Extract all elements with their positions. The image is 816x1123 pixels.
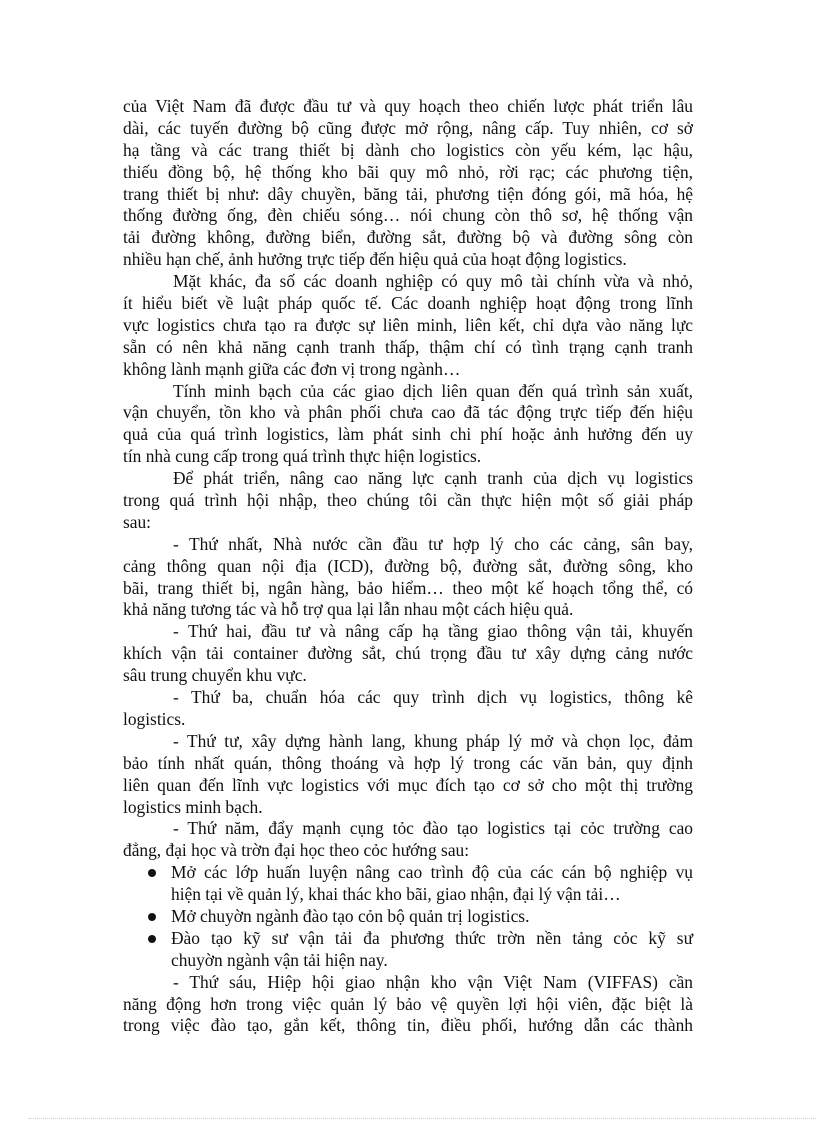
paragraph-line: quả của quá trình logistics, làm phát sinh chi phí hoặc ảnh hưởng đến uy <box>123 424 693 445</box>
paragraph-line: logistics. <box>123 708 186 729</box>
paragraph-line: khả năng tương tác và hỗ trợ qua lại lẫn nhau một cách hiệu quả. <box>123 599 574 620</box>
bullet-item-line: chuyờn ngành vận tải hiện nay. <box>171 949 388 970</box>
paragraph-line: tải đường không, đường biển, đường sắt, đường bộ và đường sông còn <box>123 227 693 248</box>
bullet-item-line: Đào tạo kỹ sư vận tải đa phương thức trờn nền tảng cỏc kỹ sư <box>123 928 693 950</box>
paragraph-line: Tính minh bạch của các giao dịch liên quan đến quá trình sản xuất, <box>173 380 693 401</box>
paragraph-line: tín nhà cung cấp trong quá trình thực hiện logistics. <box>123 446 482 467</box>
paragraph-line: - Thứ ba, chuẩn hóa các quy trình dịch vụ logistics, thông kê <box>173 687 693 708</box>
paragraph-line: vận chuyển, tồn kho và phân phối chưa cao đã tác động trực tiếp đến hiệu <box>123 402 693 423</box>
paragraph-line: của Việt Nam đã được đầu tư và quy hoạch theo chiến lược phát triển lâu <box>123 96 693 116</box>
paragraph-line: - Thứ hai, đầu tư và nâng cấp hạ tầng giao thông vận tải, khuyến <box>173 621 693 642</box>
paragraph-line: nhiều hạn chế, ảnh hưởng trực tiếp đến hiệu quả của hoạt động logistics. <box>123 249 627 270</box>
bullet-dot-icon <box>148 869 156 877</box>
paragraph-line: - Thứ sáu, Hiệp hội giao nhận kho vận Việt Nam (VIFFAS) cần <box>173 971 693 992</box>
paragraph-line: - Thứ tư, xây dựng hành lang, khung pháp lý mở và chọn lọc, đảm <box>173 730 693 751</box>
paragraph-line: vực logistics chưa tạo ra được sự liên minh, liên kết, chỉ dựa vào năng lực <box>123 314 693 335</box>
paragraph-line: trong việc đào tạo, gắn kết, thông tin, điều phối, hướng dẫn các thành <box>123 1015 693 1036</box>
paragraph-line: Để phát triển, nâng cao năng lực cạnh tranh của dịch vụ logistics <box>173 468 693 489</box>
bullet-dot-icon <box>148 913 156 921</box>
paragraph-line: ít hiểu biết về luật pháp quốc tế. Các doanh nghiệp hoạt động trong lĩnh <box>123 293 693 314</box>
paragraph-line: đẳng, đại học và trờn đại học theo cỏc hướng sau: <box>123 840 470 861</box>
paragraph-line: khích vận tải container đường sắt, chú trọng đầu tư xây dựng cảng nước <box>123 643 693 664</box>
bullet-item-line: Mở các lớp huấn luyện nâng cao trình độ của các cán bộ nghiệp vụ <box>123 862 693 884</box>
paragraph-line: bãi, trang thiết bị, ngân hàng, bảo hiểm… theo một kế hoạch tổng thể, có <box>123 577 693 598</box>
paragraph-line: năng động hơn trong việc quản lý bảo vệ quyền lợi hội viên, đặc biệt là <box>123 993 693 1014</box>
paragraph-line: - Thứ năm, đẩy mạnh cụng tỏc đào tạo logistics tại cỏc trường cao <box>173 818 693 839</box>
paragraph-line: trong quá trình hội nhập, theo chúng tôi cần thực hiện một số giải pháp <box>123 490 693 511</box>
paragraph-line: dài, các tuyến đường bộ cũng được mở rộng, nâng cấp. Tuy nhiên, cơ sở <box>123 117 693 138</box>
bullet-item-line: Mở chuyờn ngành đào tạo cỏn bộ quản trị logistics. <box>123 906 693 928</box>
document-page <box>123 96 693 1037</box>
paragraph-line: bảo tính nhất quán, thông thoáng và hợp lý trong các văn bản, quy định <box>123 752 693 773</box>
paragraph-line: sâu trung chuyển khu vực. <box>123 665 307 686</box>
paragraph-line: Mặt khác, đa số các doanh nghiệp có quy mô tài chính vừa và nhỏ, <box>173 271 693 292</box>
paragraph-line: thống đường ống, đèn chiếu sóng… nói chung còn thô sơ, hệ thống vận <box>123 205 693 226</box>
bullet-item-line: hiện tại về quản lý, khai thác kho bãi, giao nhận, đại lý vận tải… <box>171 884 621 905</box>
paragraph-line: cảng thông quan nội địa (ICD), đường bộ, đường sắt, đường sông, kho <box>123 555 693 576</box>
paragraph-line: trang thiết bị như: dây chuyền, băng tải, phương tiện đóng gói, mã hóa, hệ <box>123 183 693 204</box>
paragraph-line: không lành mạnh giữa các đơn vị trong ngành… <box>123 358 461 379</box>
bullet-dot-icon <box>148 935 156 943</box>
paragraph-line: thiếu đồng bộ, hệ thống kho bãi quy mô nhỏ, rời rạc; các phương tiện, <box>123 161 693 182</box>
paragraph-line: logistics minh bạch. <box>123 796 263 817</box>
paragraph-line: sẵn có nên khả năng cạnh tranh thấp, thậm chí có tình trạng cạnh tranh <box>123 336 693 357</box>
paragraph-line: sau: <box>123 511 152 532</box>
paragraph-line: - Thứ nhất, Nhà nước cần đầu tư hợp lý cho các cảng, sân bay, <box>173 533 693 554</box>
paragraph-line: hạ tầng và các trang thiết bị dành cho logistics còn yếu kém, lạc hậu, <box>123 139 693 160</box>
paragraph-line: liên quan đến lĩnh vực logistics với mục đích tạo cơ sở cho một thị trường <box>123 774 693 795</box>
page-bottom-rule <box>28 1118 816 1119</box>
